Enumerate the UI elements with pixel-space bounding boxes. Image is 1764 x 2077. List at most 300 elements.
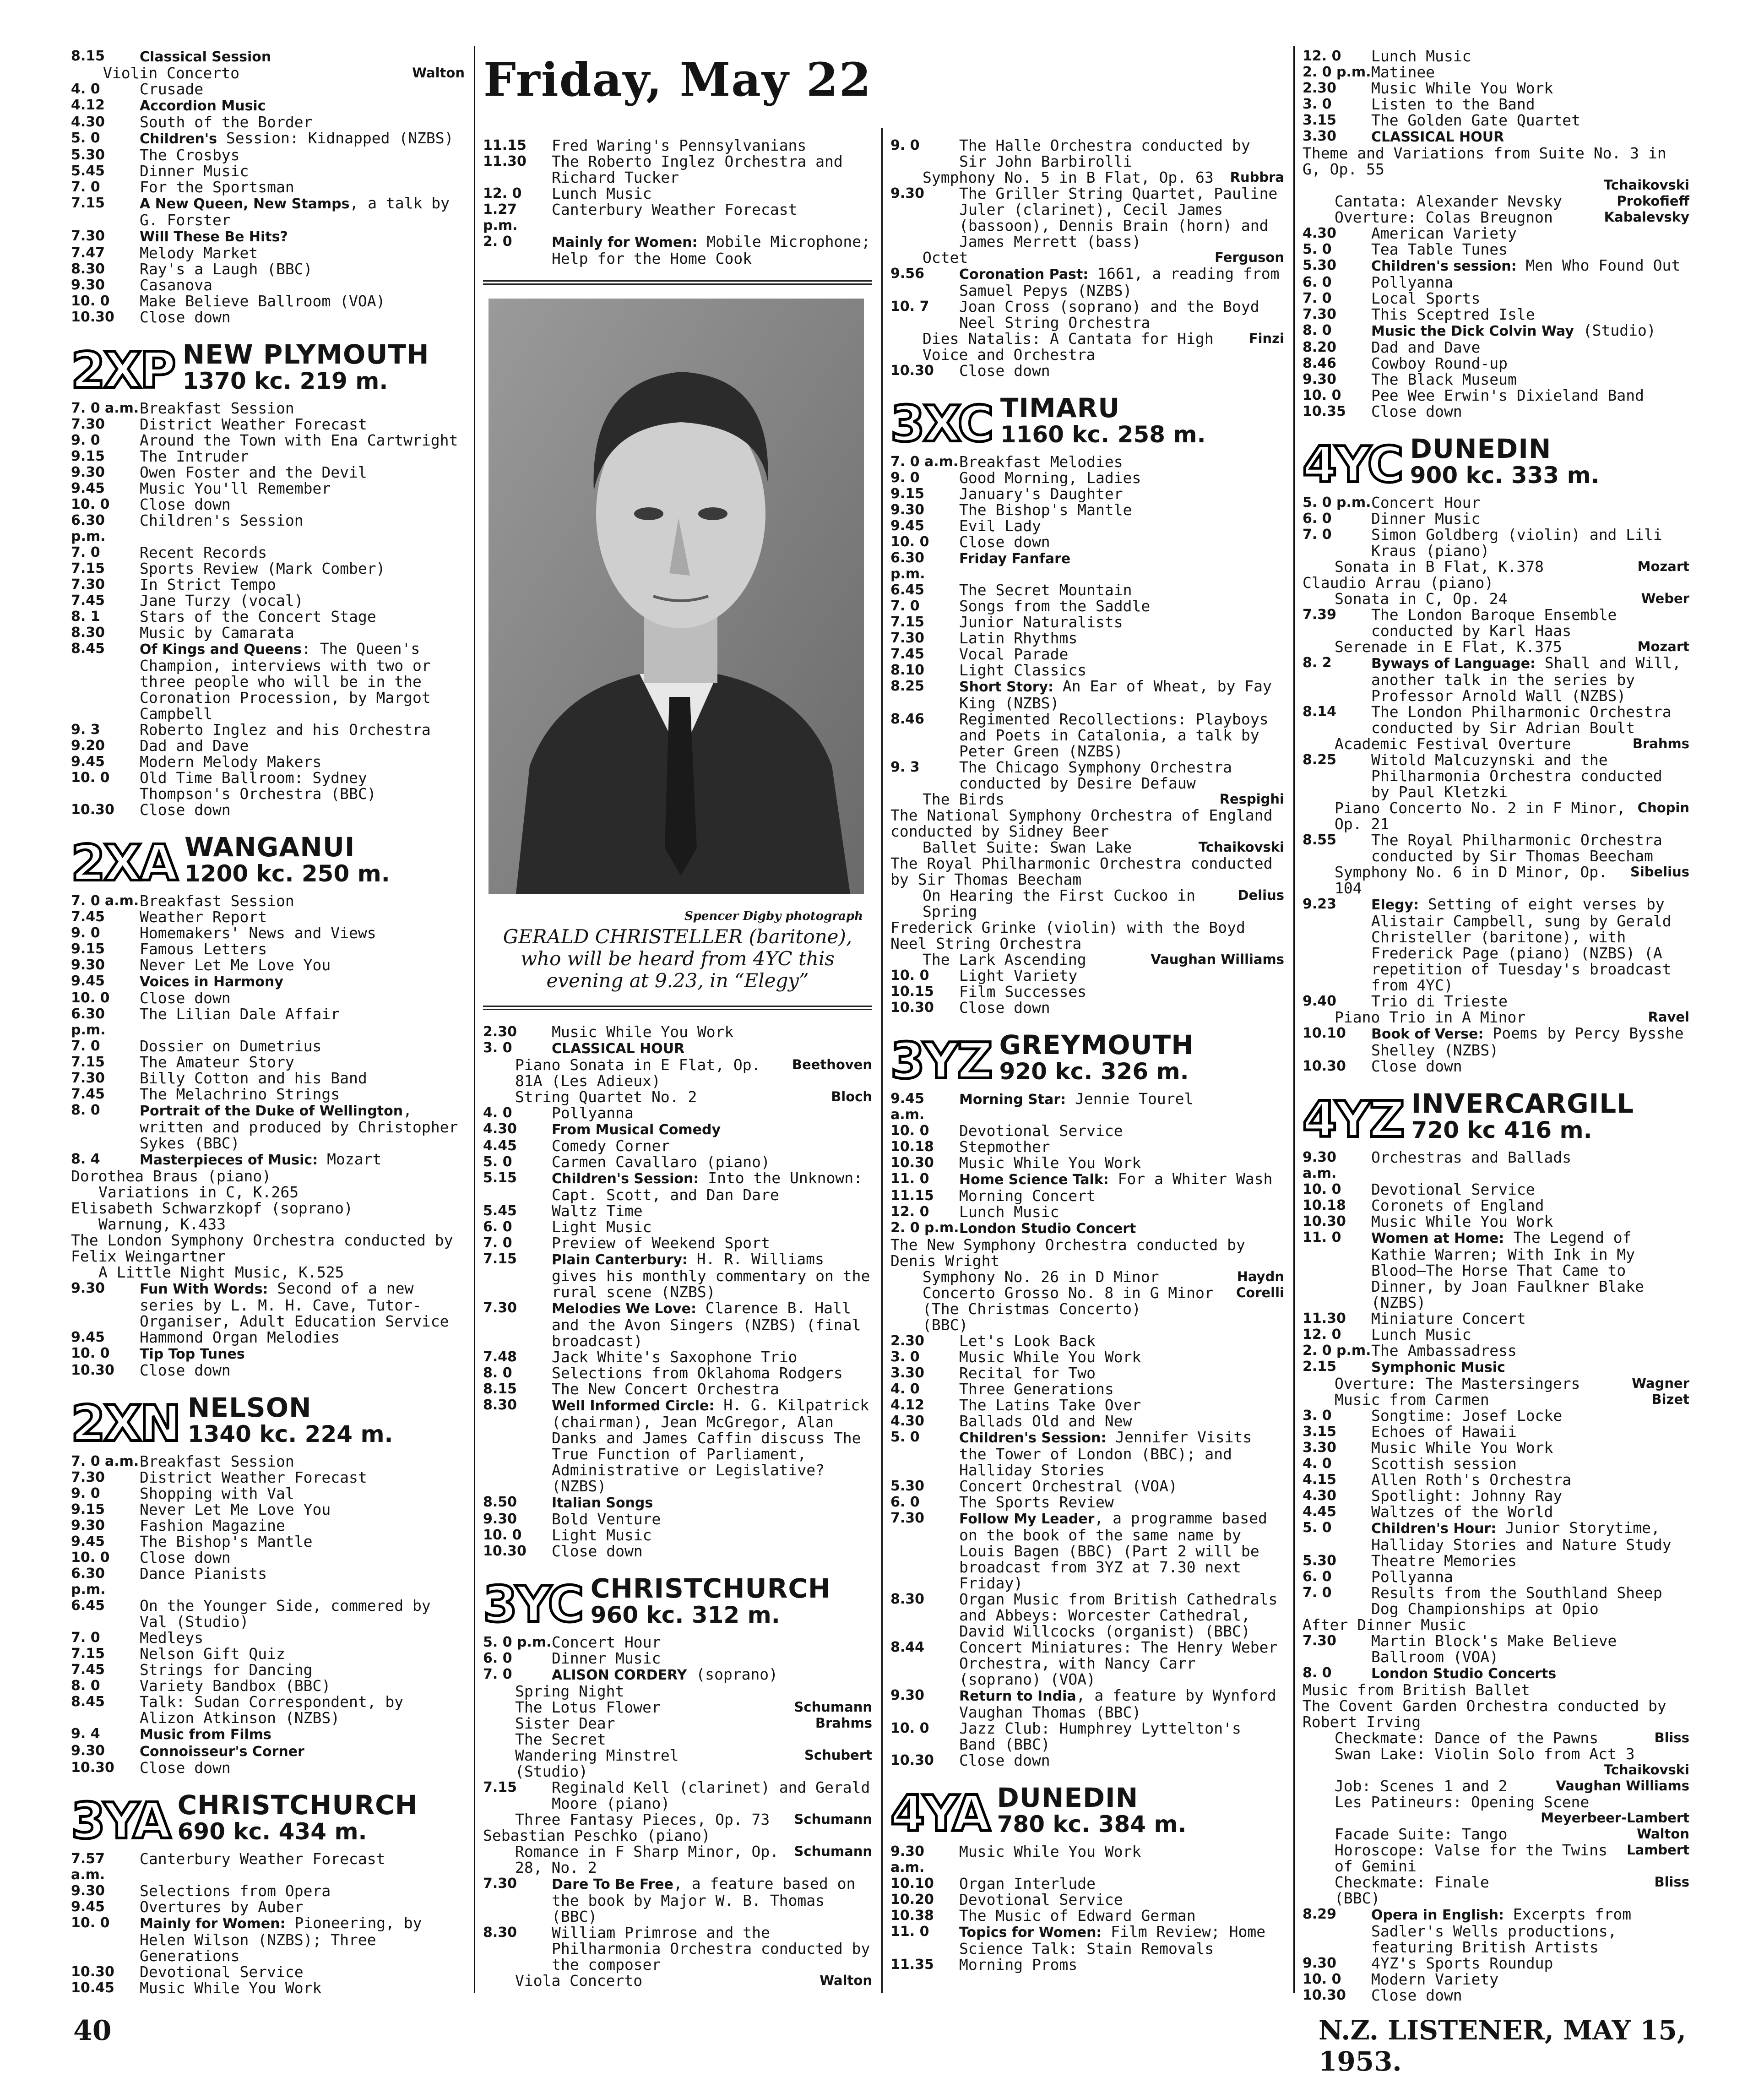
programme-detail: Selections from Opera (140, 1882, 331, 1900)
programme-entry (71, 770, 465, 802)
programme-title (959, 363, 1284, 379)
programme-entry (1303, 1633, 1689, 1665)
composer: Tchaikovski (1603, 177, 1689, 193)
programme-title (959, 137, 1284, 169)
programme-entry (483, 201, 872, 234)
programme-detail: Jack White's Saxophone Trio (552, 1348, 798, 1366)
programme-title (1371, 495, 1689, 511)
work-line (890, 331, 1284, 363)
programme-time: 9.15 (890, 486, 925, 502)
work-title: Sonata in B Flat, K.378 (1335, 558, 1544, 576)
programme-title (1371, 1472, 1689, 1488)
programme-entry (1303, 241, 1689, 257)
programme-detail: The Sports Review (959, 1493, 1114, 1511)
programme-detail: Organ Interlude (959, 1875, 1096, 1892)
programme-title (1371, 96, 1689, 112)
programme-title (1371, 257, 1689, 274)
programme-title (959, 1510, 1284, 1591)
programme-title (140, 1362, 465, 1378)
detail-line: Frederick Grinke (violin) with the Boyd Neel String Orchestra (890, 919, 1245, 952)
composer: Beethoven (792, 1057, 872, 1072)
programme-entry (890, 1876, 1284, 1892)
programme-time: 11.15 (890, 1188, 934, 1204)
programme-time: 10. 0 (71, 496, 110, 512)
programme-title (959, 1478, 1284, 1494)
programme-time: 8.15 (483, 1381, 517, 1397)
programme-title (1371, 1906, 1689, 1955)
programme-title (552, 1121, 872, 1138)
programme-entry (483, 1494, 872, 1511)
column-4 (1303, 48, 1689, 2003)
programme-title (140, 625, 465, 641)
programme-detail: Scottish session (1371, 1455, 1517, 1473)
programme-entry (71, 432, 465, 448)
programme-title (959, 518, 1284, 534)
programme-time: 9.30 (1303, 371, 1337, 387)
programme-entry (71, 163, 465, 179)
programme-entry (71, 228, 465, 245)
programme-title (959, 1876, 1284, 1892)
programme-entry (483, 1300, 872, 1349)
programme-entry (71, 1469, 465, 1485)
programme-detail: Mobile Microphone; Help for the Home Cook (552, 233, 871, 267)
composer: Kabalevsky (1604, 209, 1689, 225)
programme-title (959, 1204, 1284, 1220)
programme-time: 8.30 (71, 625, 105, 641)
detail-line: Dorothea Braus (piano) (71, 1167, 271, 1185)
work-line (483, 1715, 872, 1731)
programme-time: 10.30 (890, 1752, 934, 1768)
programme-entry (483, 1040, 872, 1057)
programme-time: 6.30 p.m. (71, 1566, 106, 1598)
programme-detail: Close down (140, 801, 231, 819)
programme-detail: Film Successes (959, 983, 1087, 1000)
programme-entry (71, 179, 465, 195)
programme-time: 6.30 p.m. (71, 512, 106, 544)
programme-time: 8.20 (1303, 339, 1337, 355)
programme-title (1371, 832, 1689, 864)
programme-time: 10.30 (890, 1000, 934, 1016)
programme-entry (890, 1478, 1284, 1494)
programme-title (959, 646, 1284, 662)
programme-entry (890, 185, 1284, 250)
programme-detail: Fred Waring's Pennsylvanians (552, 136, 807, 154)
programme-time: 3.30 (1303, 128, 1337, 144)
programme-title (552, 1876, 872, 1925)
programme-detail: American Variety (1371, 224, 1517, 242)
programme-detail: Orchestras and Ballads (1371, 1148, 1572, 1166)
programme-entry (890, 299, 1284, 331)
programme-entry (890, 1843, 1284, 1876)
programme-entry (890, 1155, 1284, 1171)
programme-title (140, 496, 465, 512)
programme-entry (71, 1566, 465, 1598)
programme-entry (890, 968, 1284, 984)
work-line (1303, 1730, 1689, 1746)
programme-title (552, 1381, 872, 1397)
station-name: WANGANUI (185, 832, 355, 863)
programme-entry (71, 1678, 465, 1694)
programme-heading: Of Kings and Queens (140, 642, 302, 658)
work-title: Piano Sonata in E Flat, Op. 81A (Les Adieux) (515, 1056, 761, 1090)
programme-title (140, 309, 465, 325)
composer: Lambert (1627, 1842, 1689, 1858)
programme-detail: Latin Rhythms (959, 629, 1078, 647)
programme-time: 7.45 (71, 909, 105, 925)
programme-detail: The Lilian Dale Affair (140, 1005, 340, 1023)
programme-title (1371, 896, 1689, 993)
programme-detail: Dad and Dave (1371, 338, 1481, 356)
work-line (483, 1811, 872, 1827)
programme-time: 8.30 (483, 1397, 517, 1413)
programme-title (959, 1349, 1284, 1365)
programme-entry (890, 630, 1284, 646)
programme-time: 9.45 (71, 973, 105, 989)
composer: Bliss (1654, 1874, 1689, 1890)
programme-detail: In Strict Tempo (140, 576, 277, 593)
composer: Meyerbeer-Lambert (1541, 1810, 1689, 1826)
programme-entry (483, 185, 872, 201)
programme-time: 9.30 a.m. (890, 1843, 925, 1876)
programme-time: 11. 0 (890, 1924, 929, 1940)
programme-detail: Close down (1371, 402, 1462, 420)
programme-time: 6.30 p.m. (71, 1006, 106, 1038)
work-title: Three Fantasy Pieces, Op. 73 (515, 1811, 770, 1828)
programme-detail: Close down (1371, 1057, 1462, 1075)
programme-title (552, 1040, 872, 1057)
programme-entry (890, 550, 1284, 582)
programme-time: 10.20 (890, 1892, 934, 1908)
programme-entry (71, 245, 465, 261)
programme-entry (1303, 64, 1689, 80)
programme-detail: Shopping with Val (140, 1484, 294, 1502)
programme-title (140, 1883, 465, 1899)
programme-time: 2.30 (483, 1024, 517, 1040)
programme-entry (1303, 1213, 1689, 1229)
programme-time: 11. 0 (890, 1171, 929, 1187)
programme-time: 3.15 (1303, 112, 1337, 128)
programme-time: 9.20 (71, 738, 105, 754)
programme-time: 7. 0 a.m. (71, 893, 139, 909)
programme-entry (890, 1220, 1284, 1237)
station-name: DUNEDIN (1410, 433, 1552, 464)
programme-entry (483, 1925, 872, 1973)
work-line (890, 1285, 1284, 1317)
programme-time: 3.30 (890, 1365, 925, 1381)
programme-title (552, 1650, 872, 1666)
programme-time: 9.45 (71, 480, 105, 496)
programme-detail: Homemakers' News and Views (140, 924, 376, 942)
work-title: Piano Concerto No. 2 in F Minor, Op. 21 (1335, 799, 1626, 833)
programme-time: 7.57 a.m. (71, 1851, 105, 1883)
station-frequency: 960 kc. 312 m. (590, 1602, 780, 1628)
programme-heading: Tip Top Tunes (140, 1346, 245, 1362)
programme-time: 7.45 (71, 1662, 105, 1678)
programme-heading: Children's Session: (552, 1171, 699, 1187)
programme-title (140, 1899, 465, 1915)
programme-title (140, 1743, 465, 1760)
station-callsign: 2XN (71, 1395, 179, 1452)
programme-entry (1303, 225, 1689, 241)
programme-detail: : The Queen's Champion, interviews with two or three people who will be in the Coronation Procession, by Margot Campbell (140, 640, 431, 723)
programme-time: 9.30 (890, 502, 925, 518)
programme-entry (71, 1915, 465, 1964)
programme-heading: ALISON CORDERY (552, 1667, 687, 1683)
programme-heading: CLASSICAL HOUR (1371, 129, 1504, 145)
composer: Bizet (1651, 1392, 1689, 1407)
programme-detail: Good Morning, Ladies (959, 469, 1141, 487)
programme-detail: Evil Lady (959, 517, 1041, 535)
programme-detail: Organ Music from British Cathedrals and Abbeys: Worcester Cathedral, David Willcocks (organist) (BBC) (959, 1590, 1278, 1640)
programme-entry (890, 646, 1284, 662)
programme-detail: An Ear of Wheat, by Fay King (NZBS) (959, 677, 1272, 712)
programme-detail: The New Concert Orchestra (552, 1380, 779, 1398)
work-title: Viola Concerto (515, 1972, 643, 1990)
programme-detail: South of the Border (140, 113, 313, 131)
programme-detail: Strings for Dancing (140, 1661, 313, 1679)
divider (483, 1006, 872, 1010)
programme-detail: Dinner Music (140, 162, 249, 180)
programme-detail: Lunch Music (959, 1203, 1059, 1221)
programme-detail: Weather Report (140, 908, 267, 926)
programme-time: 9. 0 (890, 137, 920, 153)
listing-block (71, 1453, 465, 1776)
composer: Haydn (1237, 1269, 1284, 1284)
programme-title (140, 81, 465, 97)
programme-title (140, 1517, 465, 1533)
programme-time: 10.18 (1303, 1197, 1346, 1213)
programme-heading: Voices in Harmony (140, 974, 283, 990)
programme-heading: Symphonic Music (1371, 1359, 1505, 1376)
programme-detail: Dad and Dave (140, 737, 249, 755)
column-1 (71, 48, 465, 1996)
programme-time: 7.15 (71, 1646, 105, 1662)
station-frequency: 780 kc. 384 m. (997, 1811, 1187, 1838)
programme-detail: The Royal Philharmonic Orchestra conducted by Sir Thomas Beecham (1371, 831, 1662, 865)
programme-entry (890, 1957, 1284, 1973)
programme-heading: Melodies We Love: (552, 1301, 696, 1317)
programme-detail: (Studio) (1574, 321, 1656, 339)
programme-time: 3. 0 (483, 1040, 512, 1056)
programme-time: 10. 0 (71, 293, 110, 309)
programme-time: 7.15 (483, 1251, 517, 1267)
programme-time: 2.30 (1303, 80, 1337, 96)
programme-title (959, 598, 1284, 614)
composer: Weber (1641, 591, 1689, 606)
work-line (483, 1683, 872, 1699)
detail-line: Variations in C, K.265 (98, 1183, 299, 1201)
programme-time: 9.30 (71, 277, 105, 293)
programme-heading: Book of Verse: (1371, 1026, 1484, 1042)
programme-time: 7.15 (71, 195, 105, 211)
programme-detail: Overtures by Auber (140, 1898, 304, 1916)
programme-detail: For the Sportsman (140, 178, 294, 196)
programme-title (140, 925, 465, 941)
programme-entry (890, 1892, 1284, 1908)
programme-title (552, 153, 872, 185)
composer: Tchaikovski (1603, 1762, 1689, 1778)
programme-time: 7. 0 (71, 544, 100, 560)
programme-title (1371, 655, 1689, 704)
programme-entry (1303, 48, 1689, 64)
programme-detail: Vocal Parade (959, 645, 1069, 663)
programme-title (959, 1957, 1284, 1973)
programme-detail: Junior Naturalists (959, 613, 1123, 631)
programme-entry (890, 614, 1284, 630)
programme-time: 9.30 (890, 185, 925, 201)
work-title: Piano Trio in A Minor (1335, 1008, 1526, 1026)
programme-entry (71, 1726, 465, 1743)
composer: Rubbra (1230, 169, 1284, 185)
programme-entry (71, 1280, 465, 1329)
programme-detail: Simon Goldberg (violin) and Lili Kraus (piano) (1371, 526, 1662, 560)
programme-time: 10.10 (1303, 1025, 1346, 1041)
programme-detail: Lunch Music (1371, 47, 1471, 65)
programme-heading: Elegy: (1371, 897, 1419, 913)
programme-detail: Results from the Southland Sheep Dog Championships at Opio (1371, 1584, 1662, 1618)
programme-detail: Devotional Service (140, 1963, 304, 1981)
programme-detail: Dinner Music (1371, 510, 1481, 527)
programme-entry (890, 1510, 1284, 1591)
programme-time: 12. 0 (483, 185, 522, 201)
listing-block (1303, 1149, 1689, 2003)
work-title: Spring Night (515, 1682, 624, 1700)
programme-title (1371, 752, 1689, 800)
programme-time: 8.30 (483, 1925, 517, 1941)
programme-detail: The Amateur Story (140, 1053, 294, 1071)
programme-title (959, 614, 1284, 630)
programme-entry (890, 454, 1284, 470)
programme-detail: Jennie Tourel (1066, 1090, 1194, 1108)
programme-entry (890, 1365, 1284, 1381)
programme-time: 8.10 (890, 662, 925, 678)
programme-title (140, 245, 465, 261)
page-number: 40 (73, 2015, 112, 2047)
programme-entry (890, 1000, 1284, 1016)
programme-title (140, 609, 465, 625)
programme-title (959, 1188, 1284, 1204)
programme-time: 7. 0 (1303, 290, 1332, 306)
programme-time: 10.30 (71, 309, 114, 325)
programme-detail: Children's Session (140, 511, 304, 529)
programme-title (140, 1038, 465, 1054)
programme-time: 7.39 (1303, 607, 1337, 623)
programme-heading: Dare To Be Free (552, 1876, 673, 1892)
programme-detail: Ballads Old and New (959, 1412, 1132, 1430)
station-name: TIMARU (1000, 392, 1120, 424)
work-title: Swan Lake: Violin Solo from Act 3 (1335, 1745, 1635, 1763)
programme-time: 10.35 (1303, 403, 1346, 419)
programme-detail: Recital for Two (959, 1364, 1096, 1382)
programme-detail: Regimented Recollections: Playboys and Poets in Catalonia, a talk by Peter Green (NZBS) (959, 710, 1269, 760)
programme-time: 7. 0 (71, 1630, 100, 1646)
programme-title (959, 1720, 1284, 1752)
programme-entry (483, 1634, 872, 1650)
programme-detail: Famous Letters (140, 940, 267, 958)
programme-time: 10. 0 (1303, 387, 1341, 403)
programme-title (959, 759, 1284, 791)
programme-entry (71, 609, 465, 625)
programme-detail: Dossier on Dumetrius (140, 1037, 322, 1055)
composer: Schumann (794, 1699, 872, 1715)
programme-title (1371, 1424, 1689, 1440)
programme-time: 11.30 (1303, 1310, 1346, 1327)
programme-time: 2.15 (1303, 1359, 1337, 1375)
programme-entry (71, 1038, 465, 1054)
programme-entry (1303, 387, 1689, 403)
programme-detail: , a talk by G. Forster (140, 194, 450, 229)
programme-entry (1303, 896, 1689, 993)
station-header-3xc (890, 392, 1284, 453)
programme-entry (1303, 1197, 1689, 1213)
programme-detail: Joan Cross (soprano) and the Boyd Neel String Orchestra (959, 298, 1259, 332)
programme-time: 10.18 (890, 1139, 934, 1155)
programme-title (1371, 1955, 1689, 1971)
programme-time: 10.30 (71, 1760, 114, 1776)
programme-title (1371, 993, 1689, 1009)
detail-line: The National Symphony Orchestra of England conducted by Sidney Beer (890, 806, 1273, 840)
programme-entry (890, 1639, 1284, 1687)
programme-entry (1303, 1181, 1689, 1197)
programme-detail: Music While You Work (959, 1348, 1141, 1366)
programme-title (140, 1453, 465, 1469)
programme-entry (71, 448, 465, 464)
composer: Wagner (1632, 1376, 1689, 1391)
programme-detail: The Legend of Kathie Warren; With Ink in My Blood—The Horse That Came to Dinner, by Joan Faulkner Blake (NZBS) (1371, 1229, 1645, 1311)
programme-time: 9.30 (71, 1883, 105, 1899)
programme-title (959, 299, 1284, 331)
programme-entry (1303, 1456, 1689, 1472)
work-title: Music from Carmen (1335, 1391, 1489, 1408)
programme-heading: Return to India (959, 1688, 1076, 1704)
programme-title (552, 1235, 872, 1251)
programme-entry (71, 1501, 465, 1517)
work-line (1303, 1392, 1689, 1408)
programme-time: 7. 0 (890, 598, 920, 614)
programme-heading: Home Science Talk: (959, 1172, 1109, 1188)
programme-entry (71, 81, 465, 97)
programme-detail: Music While You Work (1371, 1439, 1553, 1457)
listing-block (890, 137, 1284, 379)
programme-detail: Never Let Me Love You (140, 956, 331, 974)
programme-entry (71, 560, 465, 576)
programme-detail: The Melachrino Strings (140, 1085, 340, 1103)
programme-time: 7.45 (71, 1086, 105, 1102)
programme-title (140, 48, 465, 65)
programme-title (1371, 1585, 1689, 1617)
programme-time: 9.40 (1303, 993, 1337, 1009)
programme-time: 9.30 (483, 1511, 517, 1527)
detail-line: Theme and Variations from Suite No. 3 in G, Op. 55 (1303, 144, 1666, 178)
programme-entry (71, 130, 465, 147)
programme-detail: Close down (140, 1759, 231, 1777)
programme-entry (1303, 306, 1689, 322)
programme-entry (890, 1591, 1284, 1639)
programme-title (1371, 1553, 1689, 1569)
programme-entry (1303, 1955, 1689, 1971)
programme-time: 4. 0 (1303, 1456, 1332, 1472)
programme-entry (890, 1091, 1284, 1123)
programme-time: 10. 0 (890, 1720, 929, 1736)
programme-title (959, 534, 1284, 550)
listing-block (71, 1851, 465, 1996)
programme-entry (890, 582, 1284, 598)
programme-title (140, 114, 465, 130)
programme-title (1371, 403, 1689, 419)
composer: Finzi (1248, 331, 1284, 346)
programme-heading: London Studio Concerts (1371, 1666, 1557, 1682)
composer: Prokofieff (1617, 193, 1689, 209)
